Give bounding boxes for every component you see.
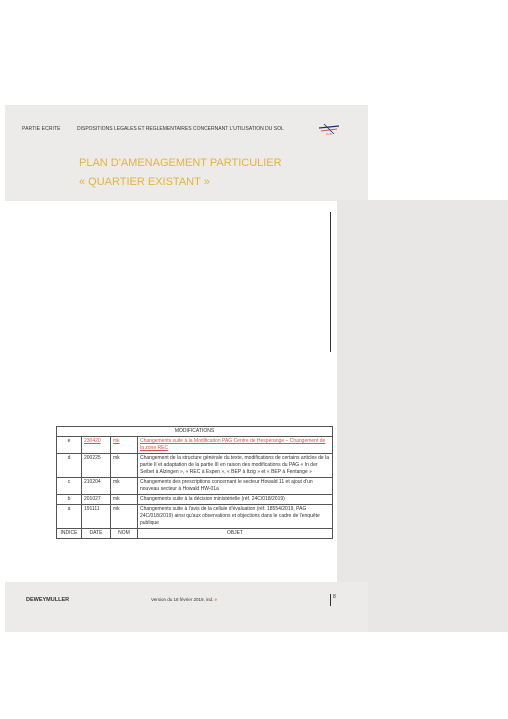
table-row xyxy=(57,505,333,529)
cell-indice: e xyxy=(57,437,82,454)
document-title: PLAN D'AMENAGEMENT PARTICULIER xyxy=(79,157,282,169)
cell-nom: mk xyxy=(111,495,138,505)
version-index: e xyxy=(214,597,218,602)
cell-indice: a xyxy=(57,505,82,529)
cell-date: 191111 xyxy=(82,505,111,529)
table-row xyxy=(57,437,333,454)
cell-date: 200225 xyxy=(82,454,111,478)
table-header-row xyxy=(57,427,333,437)
cell-objet: Changement de la structure générale du texte, modifications de certains articles de la partie II et adaptation de la partie III en raison des modifications du PAG « In der Seibet à Alzingen », « REC à Espen », « BEP à Itzig » et « BEP à Fentange » xyxy=(138,454,333,478)
table-columns-row xyxy=(57,529,333,539)
table-row xyxy=(57,478,333,495)
cell-indice: b xyxy=(57,495,82,505)
company-name: DEWEYMULLER xyxy=(26,597,70,603)
cell-nom: mk xyxy=(111,505,138,529)
footer-band xyxy=(5,582,368,632)
cell-objet: Changements suite à l'avis de la cellule d'évaluation (réf. 18554/2019, PAG 24C/018/2019) ainsi qu'aux observations et objections dans le cadre de l'enquête publique xyxy=(138,505,333,529)
zeyen-baumann-logo-icon xyxy=(318,122,340,136)
column-objet: OBJET xyxy=(138,529,333,539)
modifications-table xyxy=(56,426,333,539)
cell-date: 201027 xyxy=(82,495,111,505)
cell-objet: Changements suite à la Modification PAG Centre de Hesperange – Changement de la zone REC xyxy=(138,437,333,454)
cell-objet: Changements des prescriptions concernant le secteur Howald 11 et ajout d'un nouveau secteur à Howald HW-01a xyxy=(138,478,333,495)
version-label: Version du 18 février 2019, ind. xyxy=(151,597,215,602)
header-subtitle: DISPOSITIONS LEGALES ET REGLEMENTAIRES CONCERNANT L'UTILISATION DU SOL xyxy=(77,126,284,132)
cell-date: 230420 xyxy=(82,437,111,454)
cell-date: 210204 xyxy=(82,478,111,495)
cell-nom: mk xyxy=(111,478,138,495)
cell-indice: c xyxy=(57,478,82,495)
version-text xyxy=(151,597,217,602)
modifications-heading: MODIFICATIONS xyxy=(57,427,333,437)
svg-text:Z+B: Z+B xyxy=(326,132,332,136)
side-panel xyxy=(337,200,508,632)
column-indice: INDICE xyxy=(57,529,82,539)
column-date: DATE xyxy=(82,529,111,539)
column-nom: NOM xyxy=(111,529,138,539)
page-number: 8 xyxy=(330,594,336,606)
table-row xyxy=(57,495,333,505)
side-panel-top xyxy=(337,105,368,200)
cell-objet: Changements suite à la décision ministérielle (réf. 24C/018/2019) xyxy=(138,495,333,505)
table-row xyxy=(57,454,333,478)
cell-nom: mk xyxy=(111,437,138,454)
document-subtitle: « QUARTIER EXISTANT » xyxy=(79,176,210,188)
divider xyxy=(330,212,331,352)
cell-nom: mk xyxy=(111,454,138,478)
section-label: PARTIE ECRITE xyxy=(22,126,61,132)
cell-indice: d xyxy=(57,454,82,478)
